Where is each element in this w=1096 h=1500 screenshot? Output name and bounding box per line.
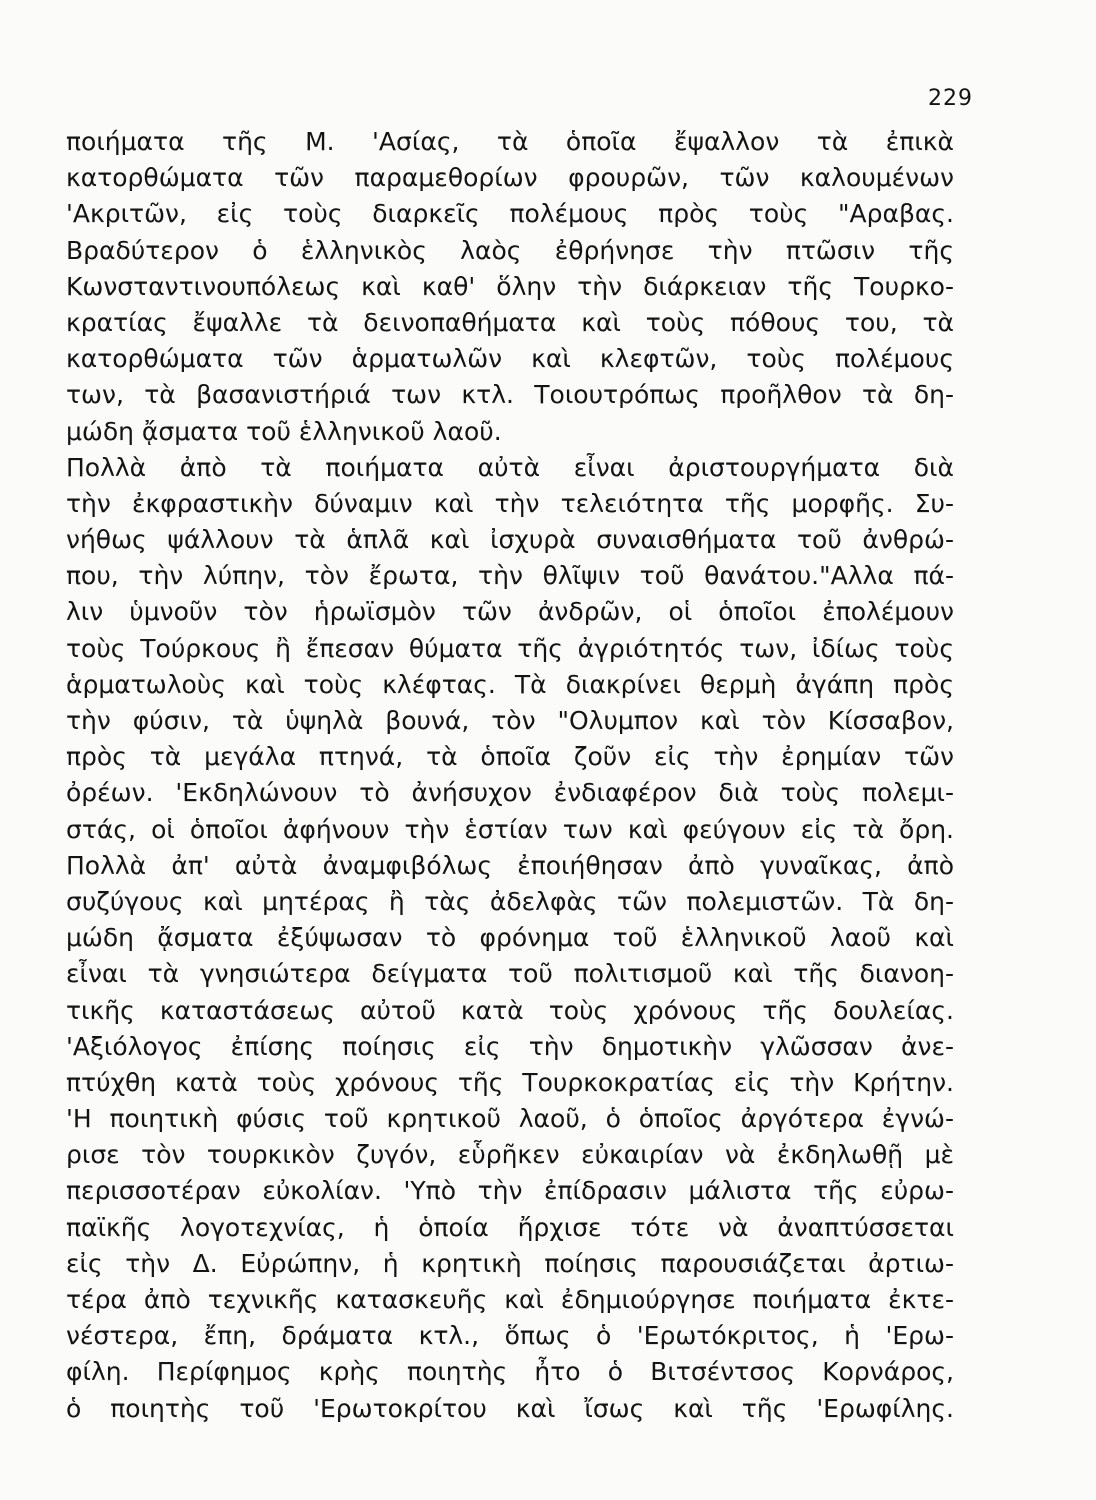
page-number: 229 [928,86,973,111]
text-line: εἰς τὴν Δ. Εὐρώπην, ἡ κρητικὴ ποίησις παρουσιάζεται ἀρτιω- [66,1248,954,1278]
text-line: νέστερα, ἔπη, δράματα κτλ., ὅπως ὁ 'Ερωτόκριτος, ἡ 'Ερω- [66,1321,954,1351]
text-line: στάς, οἱ ὁποῖοι ἀφήνουν τὴν ἑστίαν των καὶ φεύγουν εἰς τὰ ὄρη. [66,814,954,844]
text-line: ποιήματα τῆς Μ. 'Ασίας, τὰ ὁποῖα ἔψαλλον τὰ ἐπικὰ [66,127,954,156]
text-line: Βραδύτερον ὁ ἑλληνικὸς λαὸς ἐθρήνησε τὴν πτῶσιν τῆς [66,235,954,265]
text-line: Πολλὰ ἀπὸ τὰ ποιήματα αὐτὰ εἶναι ἀριστουργήματα διὰ [66,452,954,482]
text-line: πτύχθη κατὰ τοὺς χρόνους τῆς Τουρκοκρατίας εἰς τὴν Κρήτην. [66,1067,954,1097]
text-line: τὴν ἐκφραστικὴν δύναμιν καὶ τὴν τελειότητα τῆς μορφῆς. Συ- [66,488,954,518]
text-line: νήθως ψάλλουν τὰ ἁπλᾶ καὶ ἰσχυρὰ συναισθήματα τοῦ ἀνθρώ- [66,525,954,555]
text-line: τοὺς Τούρκους ἢ ἔπεσαν θύματα τῆς ἀγριότητός των, ἰδίως τοὺς [66,633,954,663]
text-line: κατορθώματα τῶν παραμεθορίων φρουρῶν, τῶν καλουμένων [66,163,954,193]
text-line: 'Αξιόλογος ἐπίσης ποίησις εἰς τὴν δημοτικὴν γλῶσσαν ἀνε- [66,1031,954,1061]
text-line: που, τὴν λύπην, τὸν ἔρωτα, τὴν θλῖψιν τοῦ θανάτου."Αλλα πά- [66,561,954,591]
text-line: ἁρματωλοὺς καὶ τοὺς κλέφτας. Τὰ διακρίνει θερμὴ ἀγάπη πρὸς [66,669,954,699]
text-line: μώδη ᾄσματα τοῦ ἑλληνικοῦ λαοῦ. [66,416,502,446]
text-line: περισσοτέραν εὐκολίαν. 'Υπὸ τὴν ἐπίδρασιν μάλιστα τῆς εὐρω- [66,1176,954,1206]
text-line: ὀρέων. 'Εκδηλώνουν τὸ ἀνήσυχον ἐνδιαφέρον διὰ τοὺς πολεμι- [66,778,954,808]
text-line: των, τὰ βασανιστήριά των κτλ. Τοιουτρόπως προῆλθον τὰ δη- [66,380,954,410]
text-line: τὴν φύσιν, τὰ ὑψηλὰ βουνά, τὸν "Ολυμπον καὶ τὸν Κίσσαβον, [66,706,954,735]
text-line: ὁ ποιητὴς τοῦ 'Ερωτοκρίτου καὶ ἴσως καὶ τῆς 'Ερωφίλης. [66,1393,954,1423]
text-line: Πολλὰ ἀπ' αὐτὰ ἀναμφιβόλως ἐποιήθησαν ἀπὸ γυναῖκας, ἀπὸ [66,850,954,880]
text-line: Κωνσταντινουπόλεως καὶ καθ' ὅλην τὴν διάρκειαν τῆς Τουρκο- [66,271,954,301]
text-line: 'Η ποιητικὴ φύσις τοῦ κρητικοῦ λαοῦ, ὁ ὁποῖος ἀργότερα ἐγνώ- [66,1104,954,1134]
text-line: παϊκῆς λογοτεχνίας, ἡ ὁποία ἤρχισε τότε νὰ ἀναπτύσσεται [66,1212,954,1242]
body-text [66,124,954,1427]
text-line: τέρα ἀπὸ τεχνικῆς κατασκευῆς καὶ ἐδημιούργησε ποιήματα ἐκτε- [66,1285,954,1314]
text-line: κατορθώματα τῶν ἁρματωλῶν καὶ κλεφτῶν, τοὺς πολέμους [66,344,954,374]
text-line: λιν ὑμνοῦν τὸν ἡρωϊσμὸν τῶν ἀνδρῶν, οἱ ὁποῖοι ἐπολέμουν [66,597,954,627]
text-line: 'Ακριτῶν, εἰς τοὺς διαρκεῖς πολέμους πρὸς τοὺς "Αραβας. [66,199,954,229]
text-line: εἶναι τὰ γνησιώτερα δείγματα τοῦ πολιτισμοῦ καὶ τῆς διανοη- [66,959,954,989]
text-line: κρατίας ἔψαλλε τὰ δεινοπαθήματα καὶ τοὺς πόθους του, τὰ [66,307,954,337]
text-line: πρὸς τὰ μεγάλα πτηνά, τὰ ὁποῖα ζοῦν εἰς τὴν ἐρημίαν τῶν [66,742,954,772]
text-line: ρισε τὸν τουρκικὸν ζυγόν, εὗρῆκεν εὐκαιρίαν νὰ ἐκδηλωθῇ μὲ [66,1140,954,1170]
text-line: τικῆς καταστάσεως αὐτοῦ κατὰ τοὺς χρόνους τῆς δουλείας. [66,995,954,1025]
text-line: μώδη ᾄσματα ἐξύψωσαν τὸ φρόνημα τοῦ ἑλληνικοῦ λαοῦ καὶ [66,923,954,953]
text-line: φίλη. Περίφημος κρὴς ποιητὴς ἦτο ὁ Βιτσέντσος Κορνάρος, [66,1357,954,1387]
text-line: συζύγους καὶ μητέρας ἢ τὰς ἀδελφὰς τῶν πολεμιστῶν. Τὰ δη- [66,886,954,916]
